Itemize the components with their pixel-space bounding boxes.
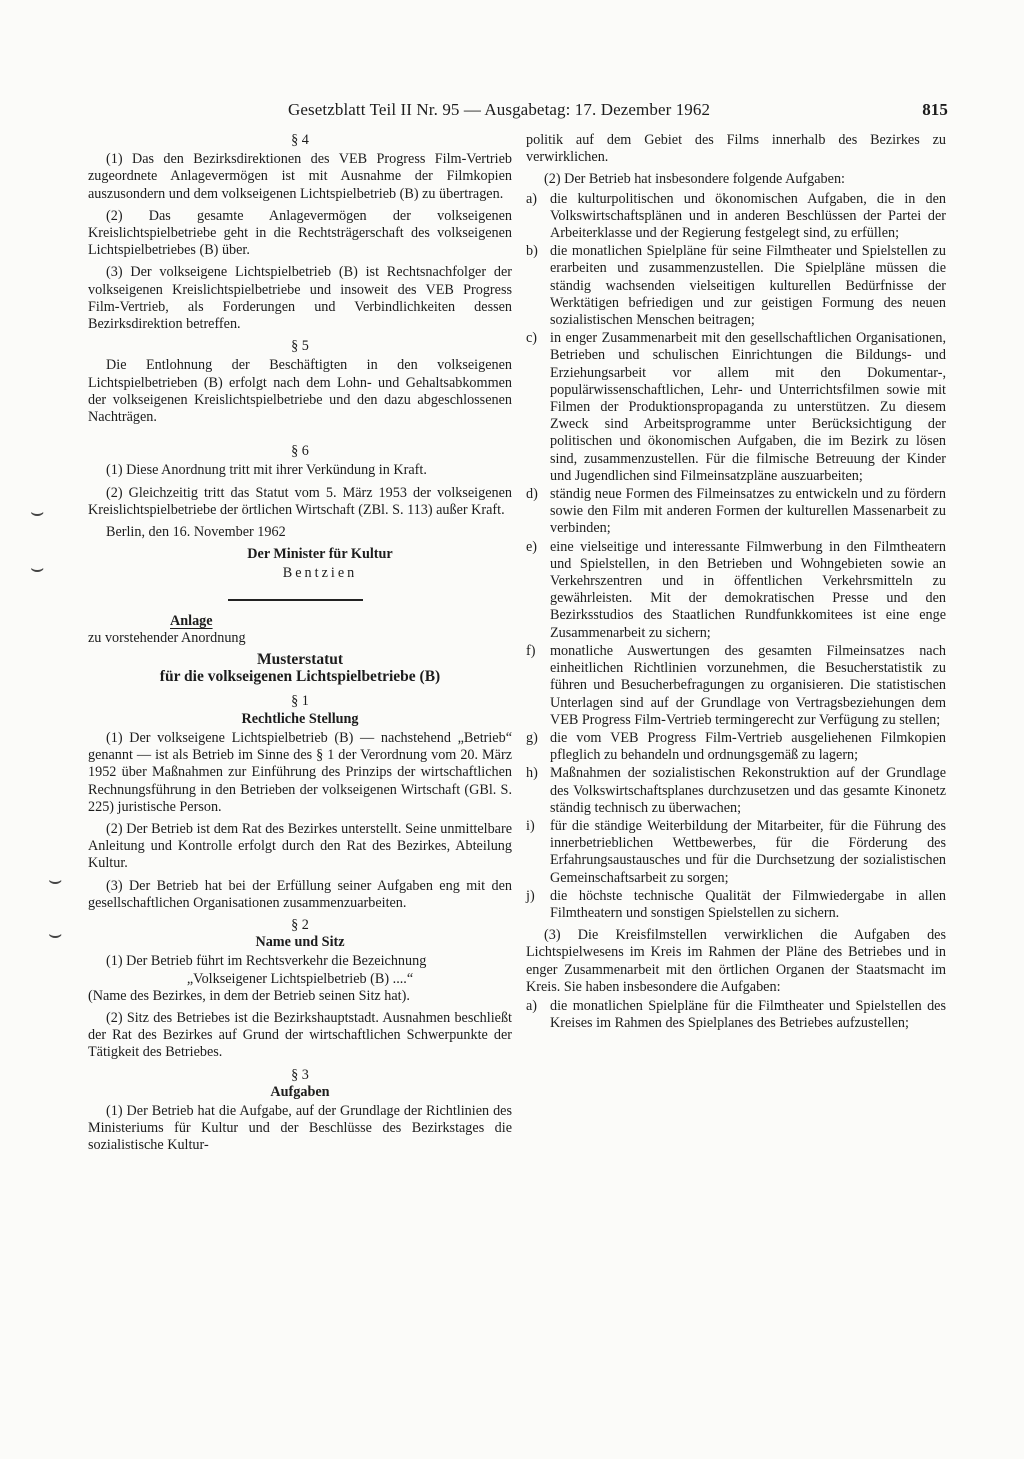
list-item [526,818,946,887]
section-heading: § 3 [291,1066,309,1083]
left-column [88,132,512,1160]
paragraph: (1) Der Betrieb hat die Aufgabe, auf der Grundlage der Richtlinien des Ministeriums für Kultur und der Beschlüsse des Bezirkstages die sozialistische Kultur- [88,1102,512,1154]
list-item [526,888,946,922]
section-title: Name und Sitz [255,934,345,951]
statute-subtitle: für die volkseigenen Lichtspielbetriebe (B) [159,668,441,686]
item-label: j) [526,887,535,904]
item-label: a) [526,997,538,1014]
paragraph: (1) Der volkseigene Lichtspielbetrieb (B) — nachstehend „Betrieb“ genannt — ist als Betrieb im Sinne des § 1 der Verordnung vom 20. März 1952 über Maßnahmen zur Einführung des Prinzips der wirtschaftlichen Rechnungsführung in den Betrieben der volkseigenen Wirtschaft (GBl. S. 225) juristische Person. [88,729,512,815]
paragraph: (2) Das gesamte Anlagevermögen der volkseigenen Kreislichtspielbetriebe geht in die Rechtsträgerschaft des volkseigenen Lichtspielbetriebes (B) über. [88,207,512,259]
list-item [526,765,946,817]
paragraph: (3) Der Betrieb hat bei der Erfüllung seiner Aufgaben eng mit den gesellschaftlichen Organisationen zusammenzuarbeiten. [88,877,512,911]
page-number: 815 [922,100,948,119]
item-text: eine vielseitige und interessante Filmwerbung in den Filmtheatern und Spielstellen, in den Betrieben und Wohngebieten sowie an Verkehrszentren und in öffentlichen Verkehrsmitteln zu gewährleisten. Mit der demokratischen Presse und den Bezirksstudios des Staatlichen Rundfunkkomitees ist eine enge Zusammenarbeit zu sichern; [550,538,946,641]
paragraph: (2) Der Betrieb ist dem Rat des Bezirkes unterstellt. Seine unmittelbare Anleitung und Kontrolle erfolgt durch den Rat des Bezirkes, Abteilung Kultur. [88,820,512,872]
margin-mark: ⌣ [30,500,45,525]
place-date: Berlin, den 16. November 1962 [106,524,286,541]
paragraph: (3) Der volkseigene Lichtspielbetrieb (B) ist Rechtsnachfolger der volkseigenen Kreislichtspielbetriebe und insoweit des VEB Progress Film-Vertrieb, als Forderungen und Verbindlichkeiten dessen Bezirksdirektion betreffen. [88,264,512,333]
item-label: a) [526,190,538,207]
item-label: i) [526,817,535,834]
paragraph: (1) Diese Anordnung tritt mit ihrer Verkündung in Kraft. [106,462,427,479]
section-title: Rechtliche Stellung [241,710,359,727]
section-heading: § 2 [291,916,309,933]
item-label: b) [526,243,538,260]
item-text: ständig neue Formen des Filmeinsatzes zu entwickeln und zu fördern sowie den Film mit anderen Formen der kulturellen Massenarbeit zu verbinden; [550,486,946,537]
signer-title: Der Minister für Kultur [247,546,393,563]
item-text: monatliche Auswertungen des gesamten Filmeinsatzes nach einheitlichen Richtlinien vorzunehmen, die Besucherstatistik zu führen und Besucherbefragungen zu organisieren. Die statistischen Unterlagen sind auf der Grundlage von Vertragsbeziehungen dem VEB Progress Film-Vertrieb termingerecht zur Verfügung zu stellen; [550,642,946,728]
section-heading: § 4 [291,132,309,148]
section-heading: § 1 [291,693,309,710]
item-text: Maßnahmen der sozialistischen Rekonstruktion auf der Grundlage des Volkswirtschaftsplanes durchzusetzen und das gesamte Kinonetz ständig technisch zu überwachen; [550,765,946,816]
section-heading: § 5 [291,338,309,355]
section-title: Aufgaben [270,1083,330,1100]
paragraph: (3) Die Kreisfilmstellen verwirklichen die Aufgaben des Lichtspielwesens im Kreis im Rahmen der Pläne des Betriebes und in enger Zusammenarbeit mit den örtlichen Organen der Staatsmacht im Kreis. Sie haben insbesondere die Aufgaben: [526,927,946,995]
page-header [288,100,968,126]
margin-mark: ⌣ [48,868,63,893]
betrieb-name: „Volkseigener Lichtspielbetrieb (B) ....“ [186,970,414,987]
item-label: e) [526,538,538,555]
item-label: f) [526,642,536,659]
statute-title: Musterstatut [256,651,344,669]
divider [228,599,363,601]
list-item [526,486,946,538]
header-title: Gesetzblatt Teil II Nr. 95 — Ausgabetag: 17. Dezember 1962 [288,100,711,119]
anlage-heading: Anlage [170,612,213,629]
item-text: für die ständige Weiterbildung der Mitarbeiter, für die Führung des innerbetrieblichen Wettbewerbes, für die Förderung des Erfahrungsaustausches und für die Durchsetzung der sozialistischen Gemeinschaftsarbeit zu sorgen; [550,817,946,886]
item-text: die kulturpolitischen und ökonomischen Aufgaben, die in den Volkswirtschaftsplänen und in anderen Beschlüssen der Partei der Arbeiterklasse und der Regierung festgelegt sind, zu erfüllen; [550,190,946,242]
paragraph: (1) Der Betrieb führt im Rechtsverkehr die Bezeichnung [106,953,427,970]
paragraph: politik auf dem Gebiet des Films innerhalb des Bezirkes zu verwirklichen. [526,132,946,166]
item-text: die höchste technische Qualität der Filmwiedergabe in allen Filmtheatern und sonstigen Spielstellen zu sichern. [550,887,946,921]
paragraph: Die Entlohnung der Beschäftigten in den volkseigenen Lichtspielbetrieben (B) erfolgt nach dem Lohn- und Gehaltsabkommen der volkseigenen Kreislichtspielbetriebe und den dazu abgeschlossenen Nachträgen. [88,357,512,426]
margin-mark: ⌣ [30,556,45,581]
right-column [526,132,946,1033]
item-label: d) [526,486,538,503]
paragraph: (1) Das den Bezirksdirektionen des VEB Progress Film-Vertrieb zugeordnete Anlagevermögen ist mit Ausnahme der Filmkopien auszusondern und dem volkseigenen Lichtspielbetrieb (B) zu übertragen. [88,151,512,202]
section-heading: § 6 [291,443,309,460]
list-item [526,539,946,642]
anlage-subtitle: zu vorstehender Anordnung [88,629,246,646]
paragraph: (2) Gleichzeitig tritt das Statut vom 5. März 1953 der volkseigenen Kreislichtspielbetriebe der örtlichen Wirtschaft (ZBl. S. 113) außer Kraft. [88,484,512,518]
list-item [526,998,946,1032]
item-text: die monatlichen Spielpläne für die Filmtheater und Spielstellen des Kreises im Rahmen des Spielplanes des Betriebes aufzustellen; [550,997,946,1032]
list-item [526,730,946,764]
list-item [526,243,946,329]
margin-mark: ⌣ [48,922,63,947]
paragraph: (Name des Bezirkes, in dem der Betrieb seinen Sitz hat). [88,987,410,1004]
item-label: c) [526,330,538,347]
item-label: g) [526,729,538,746]
signer-name: Bentzien [282,565,358,582]
item-text: die monatlichen Spielpläne für seine Filmtheater und Spielstellen zu erarbeiten und zusammenzustellen. Die Spielpläne müssen die ständig wachsenden vielseitigen kulturellen Bedürfnisse der Werktätigen befriedigen und zur geistigen Formung des neuen sozialistischen Menschen beitragen; [550,243,946,329]
item-text: in enger Zusammenarbeit mit den gesellschaftlichen Organisationen, Betrieben und schulischen Einrichtungen die Bildungs- und Erziehungsarbeit vor allem mit den Dokumentar-, populärwissenschaftlichen, Lehr- und Unterrichtsfilmen sowie mit Filmen der Produktionspropaganda zu unterstützen. Zu diesem Zweck sind Arbeitsprogramme unter Berücksichtigung der politischen und ökonomischen Aufgaben, die im Bezirk zu lösen sind, zusammenzustellen. Für die filmische Betreuung der Kinder und Jugendlichen sind Filmeinsatzpläne auszuarbeiten; [550,330,946,484]
list-item [526,643,946,729]
paragraph: (2) Der Betrieb hat insbesondere folgende Aufgaben: [544,171,845,188]
list-item [526,191,946,243]
item-text: die vom VEB Progress Film-Vertrieb ausgeliehenen Filmkopien pfleglich zu behandeln und ordnungsgemäß zu lagern; [550,729,946,764]
list-item [526,330,946,485]
paragraph: (2) Sitz des Betriebes ist die Bezirkshauptstadt. Ausnahmen beschließt der Rat des Bezirkes auf Grund der wirtschaftlichen Schwerpunkte der Tätigkeit des Betriebes. [88,1009,512,1061]
item-label: h) [526,765,538,782]
